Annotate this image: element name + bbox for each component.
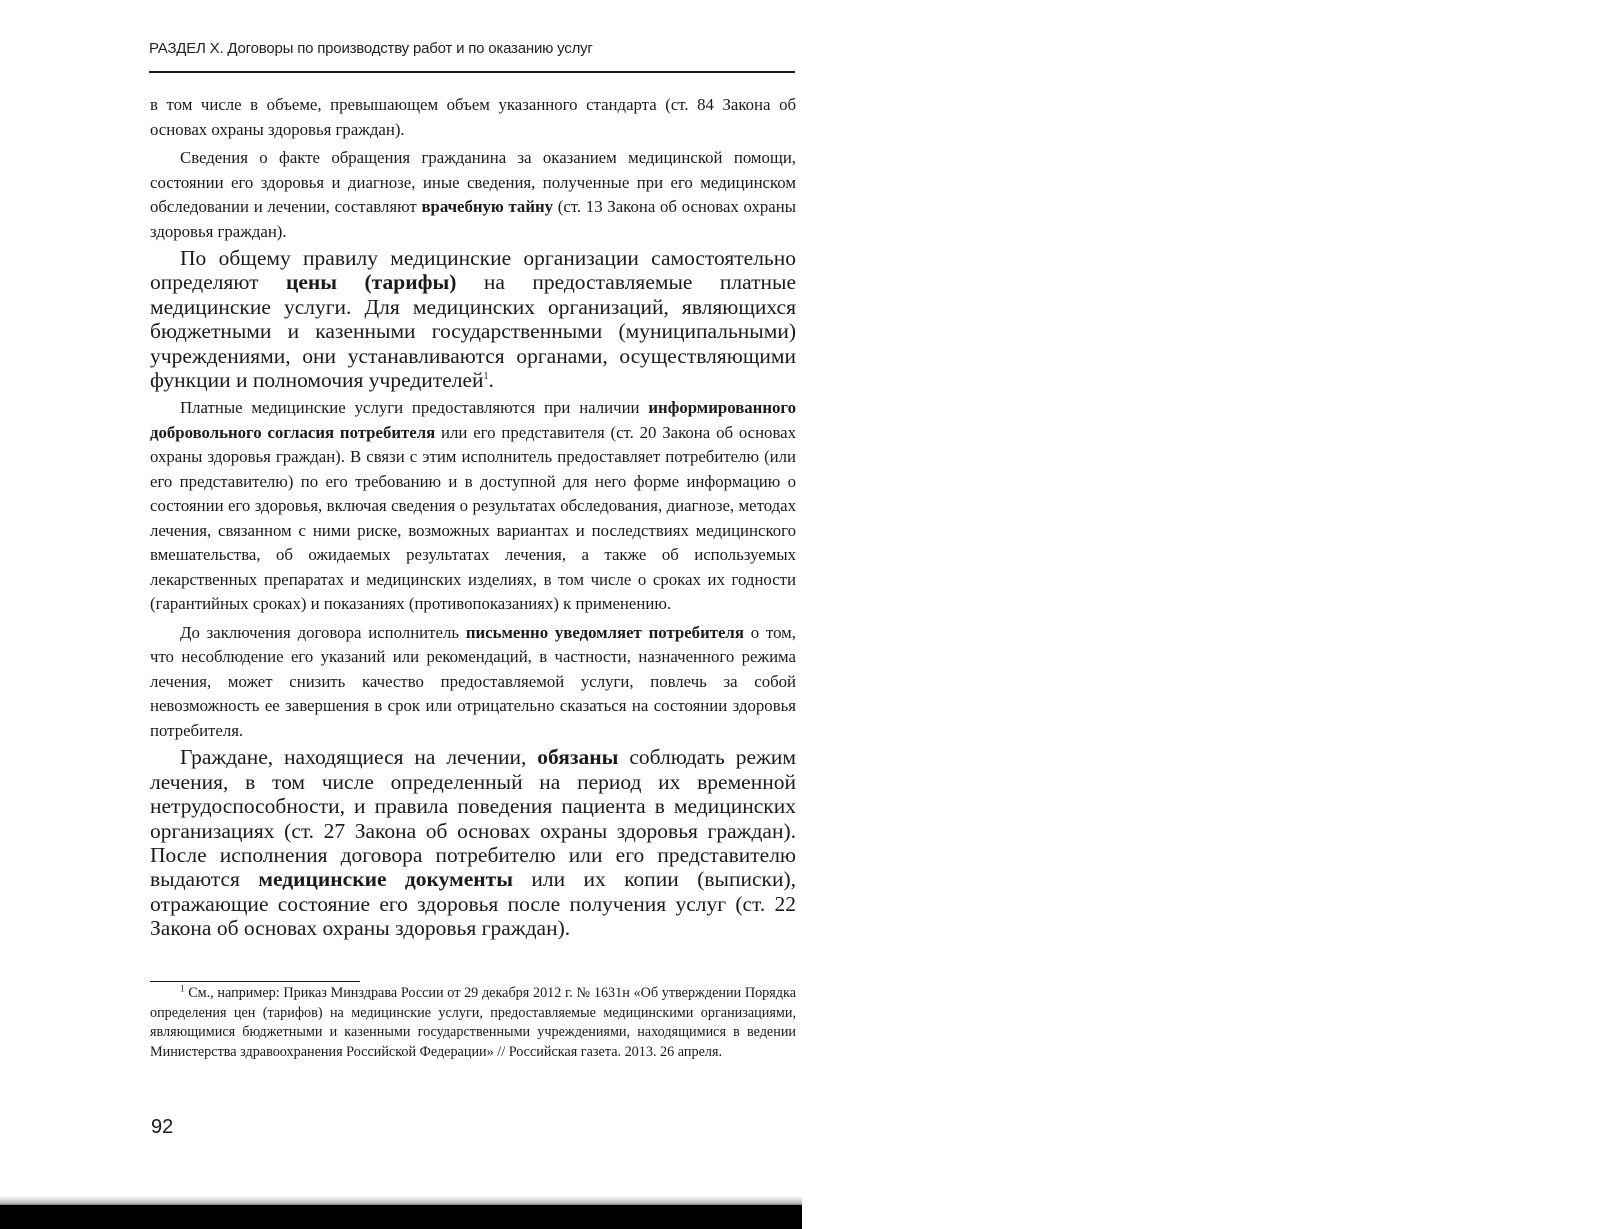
text-run: По общему правилу медицинские организации самостоятельно определяют bbox=[150, 246, 796, 295]
running-head: РАЗДЕЛ X. Договоры по производству работ и по оказанию услуг bbox=[149, 40, 593, 57]
header-rule bbox=[149, 71, 795, 73]
text-run: в том числе в объеме, превышающем объем указанного стандарта (ст. 84 Закона об основах охраны здоровья граждан). bbox=[150, 95, 796, 139]
text-run: или их копии (выписки), отражающие состояние его здоровья после получения услуг (ст. 22 Закона об основах охраны здоровья граждан). bbox=[150, 867, 796, 941]
text-run: или его представителя (ст. 20 Закона об основах охраны здоровья граждан). В связи с этим исполнитель предоставляет потребителю (или его представителю) по его требованию и в доступной для него форме информацию о состоянии его здоровья, включая сведения о результатах обследования, диагнозе, методах лечения, связанном с ними риске, возможных вариантах и последствиях медицинского вмешательства, об ожидаемых результатах лечения, а также об используемых лекарственных препаратах и медицинских изделиях, в том числе о сроках их годности (гарантийных сроках) и показаниях (противопоказаниях) к применению. bbox=[150, 422, 796, 614]
footnote bbox=[150, 984, 796, 1062]
scan-bottom-border bbox=[0, 1205, 802, 1229]
text-run: соблюдать режим лечения, в том числе определенный на период их временной нетрудоспособности, и правила поведения пациента в медицинских организациях (ст. 27 Закона об основах охраны здоровья граждан). После исполнения договора потребителю или его представителю выдаются bbox=[150, 745, 797, 892]
paragraph bbox=[150, 621, 796, 744]
paragraph bbox=[150, 246, 796, 392]
text-run: Сведения о факте обращения гражданина за оказанием медицинской помощи, состоянии его здоровья и диагнозе, иные сведения, полученные при его медицинском обследовании и лечении, составляют bbox=[150, 148, 796, 216]
paragraph bbox=[150, 93, 796, 142]
body-text bbox=[150, 93, 796, 944]
text-run: До заключения договора исполнитель bbox=[180, 622, 466, 642]
bold-term: обязаны bbox=[537, 745, 619, 770]
text-run: на предоставляемые платные медицинские услуги. Для медицинских организаций, являющихся бюджетными и казенными государственными (муниципальными) учреждениями, они устанавливаются органами, осуществляющими функции и полномочия учредителей bbox=[150, 270, 797, 393]
footnote-ref: 1 bbox=[483, 370, 489, 382]
footnote-rule bbox=[150, 981, 360, 982]
text-run: о том, что несоблюдение его указаний или рекомендаций, в частности, назначенного режима лечения, может снизить качество предоставляемой услуги, повлечь за собой невозможность ее завершения в срок или отрицательно сказаться на состоянии здоровья потребителя. bbox=[150, 622, 797, 740]
paragraph bbox=[150, 745, 796, 940]
bold-term: врачебную тайну bbox=[421, 197, 554, 216]
footnote-text: См., например: Приказ Минздрава России от 29 декабря 2012 г. № 1631н «Об утверждении Порядка определения цен (тарифов) на медицинские услуги, предоставляемые медицинскими организациями, являющимися бюджетными и казенными государственными учреждениями, находящимися в ведении Министерства здравоохранения Российской Федерации» // Российская газета. 2013. 26 апреля. bbox=[150, 985, 796, 1060]
text-run: . bbox=[488, 368, 494, 393]
bold-term: цены (тарифы) bbox=[285, 270, 457, 295]
text-run: Граждане, находящиеся на лечении, bbox=[180, 745, 538, 770]
bold-term: письменно уведомляет потребителя bbox=[465, 622, 744, 642]
text-run: (ст. 13 Закона об основах охраны здоровья граждан). bbox=[150, 197, 797, 241]
paragraph bbox=[150, 396, 796, 617]
footnote-marker: 1 bbox=[180, 983, 185, 994]
bold-term: медицинские документы bbox=[258, 867, 514, 892]
bold-term: информированного добровольного согласия потребителя bbox=[150, 398, 796, 442]
page-number: 92 bbox=[151, 1116, 174, 1138]
paragraph bbox=[150, 146, 796, 244]
text-run: Платные медицинские услуги предоставляются при наличии bbox=[180, 398, 649, 418]
